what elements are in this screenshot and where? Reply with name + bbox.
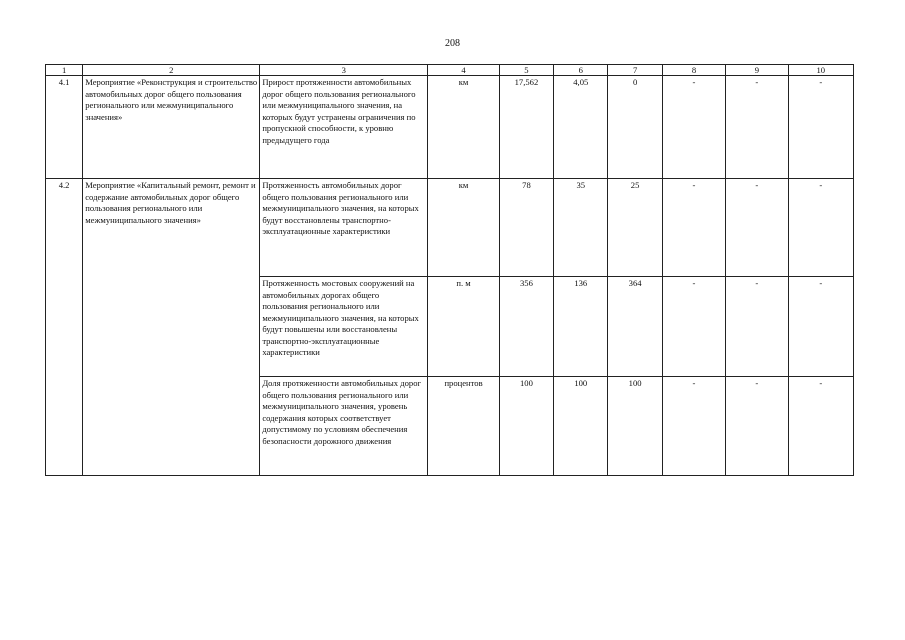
value-cell: - xyxy=(662,377,725,476)
value-cell: - xyxy=(726,377,788,476)
value-cell: 100 xyxy=(554,377,608,476)
header-cell: 9 xyxy=(726,65,788,76)
header-cell: 6 xyxy=(554,65,608,76)
value-cell: 100 xyxy=(608,377,662,476)
indicators-table xyxy=(45,64,854,476)
value-cell: 0 xyxy=(608,76,662,179)
row-number: 4.2 xyxy=(46,179,83,476)
value-cell: - xyxy=(788,277,853,377)
header-cell: 8 xyxy=(662,65,725,76)
row-number: 4.1 xyxy=(46,76,83,179)
header-cell: 5 xyxy=(499,65,553,76)
value-cell: 4,05 xyxy=(554,76,608,179)
value-cell: - xyxy=(726,76,788,179)
value-cell: 35 xyxy=(554,179,608,277)
value-cell: 356 xyxy=(499,277,553,377)
value-cell: - xyxy=(788,179,853,277)
activity-cell: Мероприятие «Капитальный ремонт, ремонт и содержание автомобильных дорог общего пользования регионального или межмуниципального значения» xyxy=(83,179,260,476)
header-cell: 4 xyxy=(428,65,499,76)
value-cell: 100 xyxy=(499,377,553,476)
value-cell: - xyxy=(662,76,725,179)
unit-cell: км xyxy=(428,179,499,277)
value-cell: 78 xyxy=(499,179,553,277)
table-row xyxy=(46,76,854,179)
unit-cell: км xyxy=(428,76,499,179)
value-cell: 364 xyxy=(608,277,662,377)
header-cell: 10 xyxy=(788,65,853,76)
indicator-cell: Доля протяженности автомобильных дорог общего пользования регионального или межмуниципального значения, уровень содержания которых соответствует допустимому по условиям обеспечения безопасности дорожного движения xyxy=(260,377,428,476)
header-cell: 1 xyxy=(46,65,83,76)
value-cell: 136 xyxy=(554,277,608,377)
value-cell: 25 xyxy=(608,179,662,277)
header-row xyxy=(46,65,854,76)
indicator-cell: Прирост протяженности автомобильных дорог общего пользования регионального или межмуниципального значения, на которых будут устранены ограничения по пропускной способности, к уровню предыдущего года xyxy=(260,76,428,179)
activity-cell: Мероприятие «Реконструкция и строительство автомобильных дорог общего пользования регионального или межмуниципального значения» xyxy=(83,76,260,179)
indicator-cell: Протяженность мостовых сооружений на автомобильных дорогах общего пользования регионального или межмуниципального значения, на которых будут повышены или восстановлены транспортно-эксплуатационные характеристики xyxy=(260,277,428,377)
header-cell: 2 xyxy=(83,65,260,76)
page-number: 208 xyxy=(445,38,460,49)
unit-cell: п. м xyxy=(428,277,499,377)
value-cell: - xyxy=(662,179,725,277)
value-cell: - xyxy=(788,76,853,179)
value-cell: - xyxy=(726,179,788,277)
header-cell: 7 xyxy=(608,65,662,76)
value-cell: 17,562 xyxy=(499,76,553,179)
table-row xyxy=(46,179,854,277)
header-cell: 3 xyxy=(260,65,428,76)
value-cell: - xyxy=(662,277,725,377)
indicator-cell: Протяженность автомобильных дорог общего пользования регионального или межмуниципального значения, на которых будут восстановлены транспортно-эксплуатационные характеристики xyxy=(260,179,428,277)
unit-cell: процентов xyxy=(428,377,499,476)
value-cell: - xyxy=(726,277,788,377)
value-cell: - xyxy=(788,377,853,476)
